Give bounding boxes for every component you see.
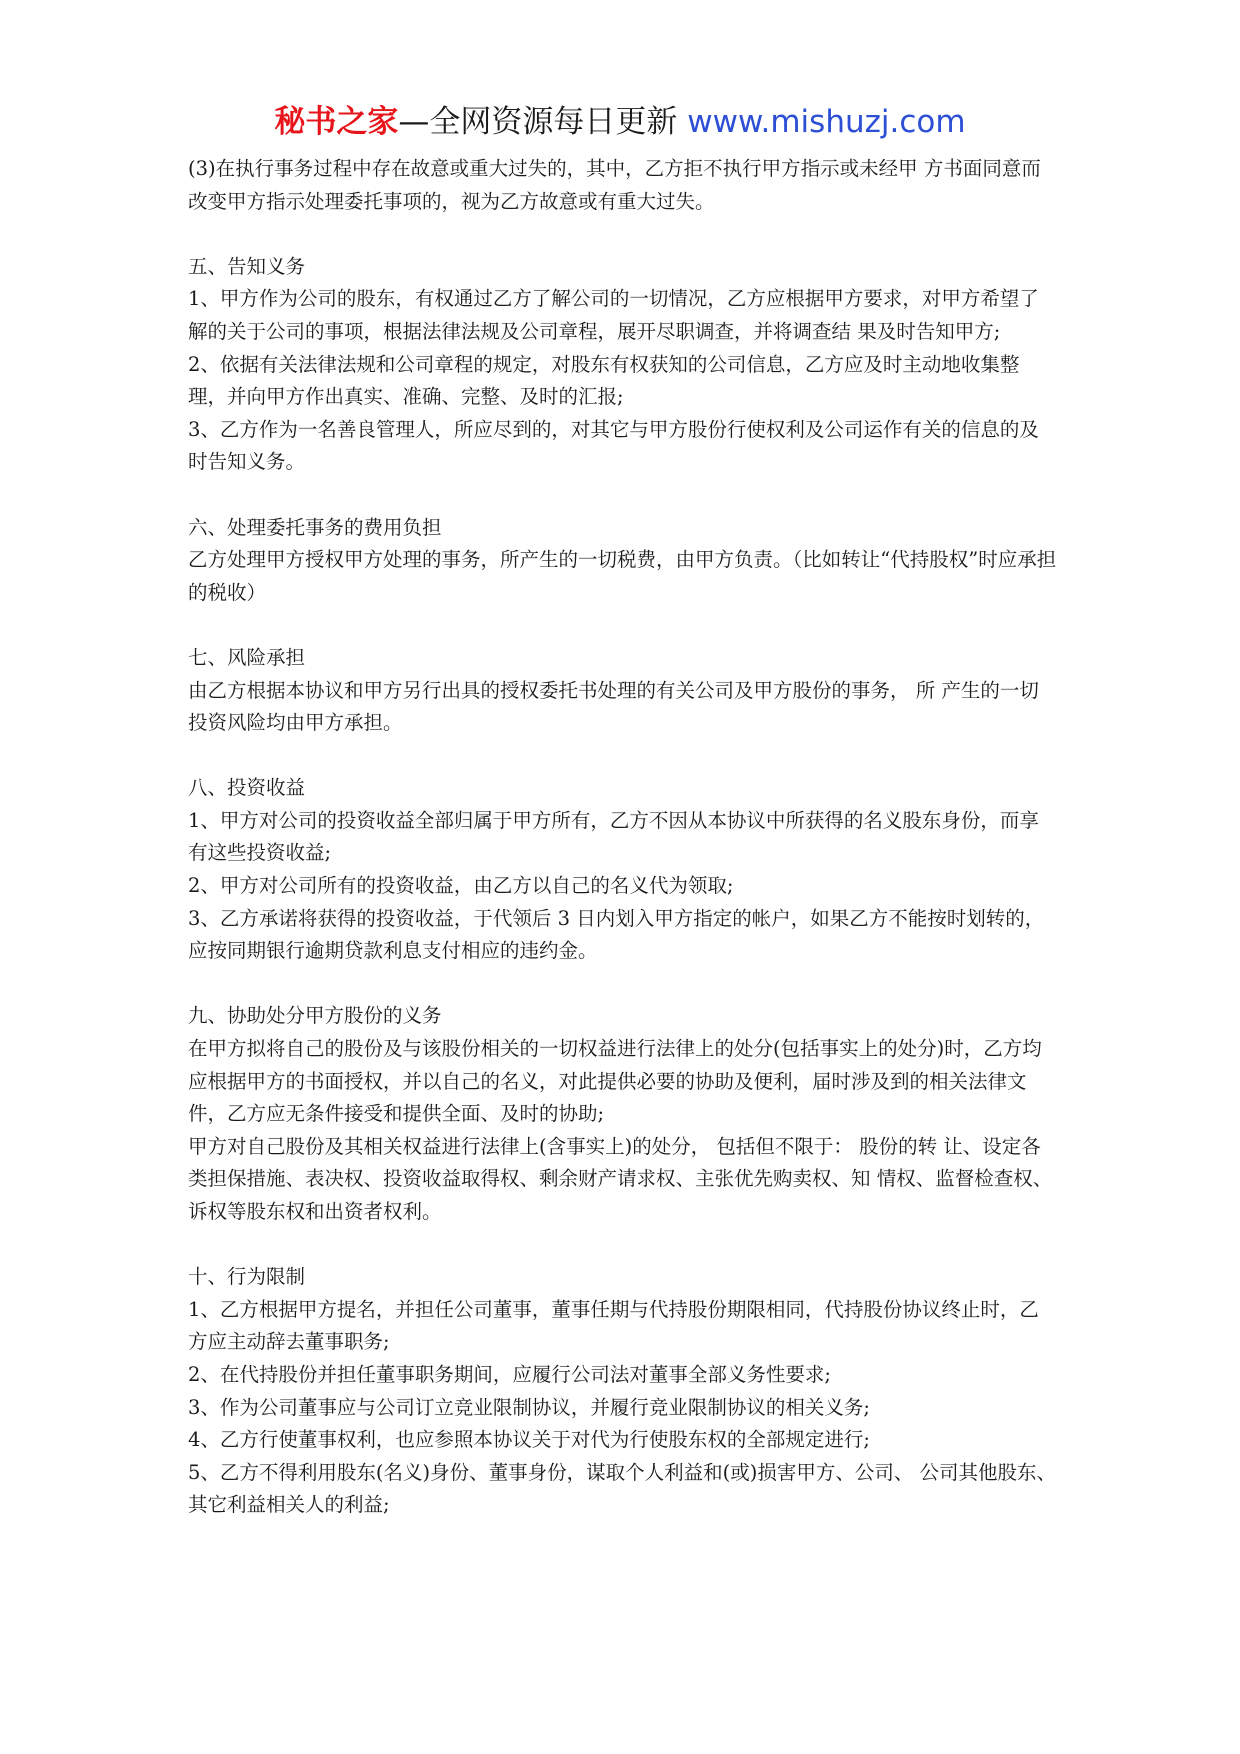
site-brand-name: 秘书之家 <box>274 104 399 140</box>
site-header-banner <box>0 100 1240 144</box>
header-dash: — <box>398 104 430 140</box>
section-5-paragraph-1: 1、甲方作为公司的股东，有权通过乙方了解公司的一切情况，乙方应根据甲方要求，对甲方希望了解的关于公司的事项，根据法律法规及公司章程，展开尽职调查，并将调查结 果及时告知甲方; <box>188 287 1039 343</box>
section-heading-8: 八、投资收益 <box>188 776 306 800</box>
site-url-link[interactable]: www.mishuzj.com <box>687 104 966 140</box>
section-9-paragraph-1: 在甲方拟将自己的股份及与该股份相关的一切权益进行法律上的处分(包括事实上的处分)时，乙方均应根据甲方的书面授权，并以自己的名义，对此提供必要的协助及便利，届时涉及到的相关法律文件，乙方应无条件接受和提供全面、及时的协助; <box>188 1037 1042 1126</box>
section-10-paragraph-3: 3、作为公司董事应与公司订立竞业限制协议，并履行竞业限制协议的相关义务; <box>188 1395 870 1419</box>
section-10-paragraph-2: 2、在代持股份并担任董事职务期间，应履行公司法对董事全部义务性要求; <box>188 1362 831 1386</box>
intro-paragraph: (3)在执行事务过程中存在故意或重大过失的，其中，乙方拒不执行甲方指示或未经甲 方书面同意而改变甲方指示处理委托事项的，视为乙方故意或有重大过失。 <box>188 157 1041 213</box>
section-10-paragraph-1: 1、乙方根据甲方提名，并担任公司董事，董事任期与代持股份期限相同，代持股份协议终止时，乙方应主动辞去董事职务; <box>188 1297 1039 1354</box>
section-heading-9: 九、协助处分甲方股份的义务 <box>188 1004 442 1028</box>
document-body <box>188 153 1058 1522</box>
section-8-paragraph-2: 2、甲方对公司所有的投资收益，由乙方以自己的名义代为领取; <box>188 874 734 898</box>
section-heading-6: 六、处理委托事务的费用负担 <box>188 515 442 539</box>
section-10-paragraph-5: 5、乙方不得利用股东(名义)身份、董事身份，谋取个人利益和(或)损害甲方、公司、 公司其他股东、其它利益相关人的利益; <box>188 1460 1057 1517</box>
section-8-paragraph-3: 3、乙方承诺将获得的投资收益，于代领后 3 日内划入甲方指定的帐户，如果乙方不能按时划转的，应按同期银行逾期贷款利息支付相应的违约金。 <box>188 906 1045 963</box>
section-10-paragraph-4: 4、乙方行使董事权利，也应参照本协议关于对代为行使股东权的全部规定进行; <box>188 1428 870 1452</box>
section-heading-10: 十、行为限制 <box>188 1265 306 1289</box>
section-5-paragraph-2: 2、依据有关法律法规和公司章程的规定，对股东有权获知的公司信息，乙方应及时主动地收集整理，并向甲方作出真实、准确、完整、及时的汇报; <box>188 352 1020 409</box>
section-6-paragraph-1: 乙方处理甲方授权甲方处理的事务，所产生的一切税费，由甲方负责。（比如转让“代持股权”时应承担的税收） <box>188 548 1057 604</box>
section-heading-7: 七、风险承担 <box>188 645 306 669</box>
header-slogan: 全网资源每日更新 <box>429 104 678 140</box>
section-heading-5: 五、告知义务 <box>188 254 306 278</box>
section-7-paragraph-1: 由乙方根据本协议和甲方另行出具的授权委托书处理的有关公司及甲方股份的事务， 所 产生的一切投资风险均由甲方承担。 <box>188 678 1039 735</box>
section-5-paragraph-3: 3、乙方作为一名善良管理人，所应尽到的，对其它与甲方股份行使权利及公司运作有关的信息的及时告知义务。 <box>188 417 1039 474</box>
section-9-paragraph-2: 甲方对自己股份及其相关权益进行法律上(含事实上)的处分， 包括但不限于： 股份的转 让、设定各类担保措施、表决权、投资收益取得权、剩余财产请求权、主张优先购卖权、知 情权、监督检查权、诉权等股东权和出资者权利。 <box>188 1134 1053 1223</box>
section-8-paragraph-1: 1、甲方对公司的投资收益全部归属于甲方所有，乙方不因从本协议中所获得的名义股东身份，而享有这些投资收益; <box>188 808 1039 865</box>
